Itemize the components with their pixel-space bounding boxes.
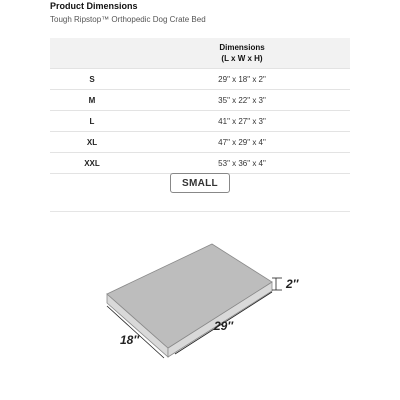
dimensions-table [50, 38, 350, 174]
size-column-header [50, 38, 134, 69]
dimensions-table-container [50, 38, 350, 174]
table-row [50, 132, 350, 153]
size-cell: L [50, 111, 134, 132]
size-selector-button[interactable]: SMALL [170, 173, 230, 193]
product-name: Tough Ripstop™ Orthopedic Dog Crate Bed [50, 15, 206, 24]
product-dimensions-header [50, 0, 206, 26]
size-cell: XL [50, 132, 134, 153]
size-cell: XXL [50, 153, 134, 174]
dimensions-column-header [134, 38, 350, 69]
dimensions-header-line2: (L x W x H) [221, 54, 263, 63]
bed-dimension-diagram [0, 212, 400, 400]
dimensions-cell: 47" x 29" x 4" [134, 132, 350, 153]
size-cell: S [50, 69, 134, 90]
table-row [50, 90, 350, 111]
dimensions-cell: 41" x 27" x 3" [134, 111, 350, 132]
length-label: 29″ [214, 319, 234, 333]
dimensions-header-line1: Dimensions [219, 43, 265, 52]
width-label: 18″ [120, 333, 140, 347]
table-row [50, 111, 350, 132]
table-header-row [50, 38, 350, 69]
dimensions-cell: 53" x 36" x 4" [134, 153, 350, 174]
table-row [50, 69, 350, 90]
page-title: Product Dimensions [50, 1, 138, 11]
size-cell: M [50, 90, 134, 111]
table-row [50, 153, 350, 174]
dimensions-cell: 29" x 18" x 2" [134, 69, 350, 90]
height-label: 2″ [286, 277, 299, 291]
dimensions-cell: 35" x 22" x 3" [134, 90, 350, 111]
